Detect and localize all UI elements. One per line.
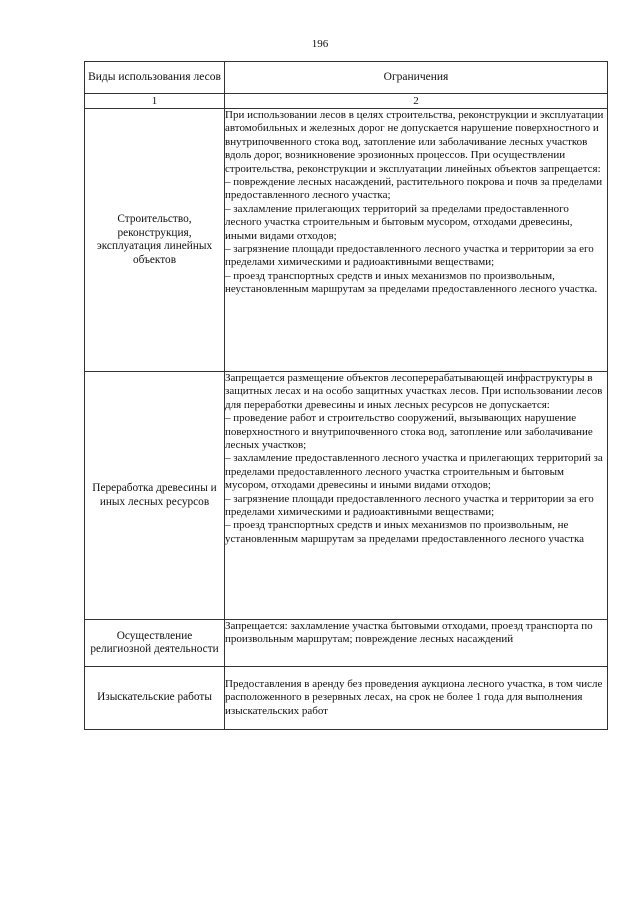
restriction-paragraph: – захламление прилегающих территорий за пределами предоставленного лесного участка строительным и бытовым мусором, отходами древесины, иными видами отходов;: [225, 202, 573, 242]
column-number-1: 1: [85, 94, 225, 109]
restriction-paragraph: – захламление предоставленного лесного участка и прилегающих территорий за пределами предоставленного лесного участка строительным и бытовым мусором, отходами древесины и иными видами отходов;: [225, 452, 603, 492]
restrictions-table: [84, 61, 608, 730]
restriction-cell: [225, 667, 608, 730]
restriction-paragraph: – проезд транспортных средств и иных механизмов по произвольным, неустановленным маршрутам за пределами предоставленного лесного участка.: [225, 269, 598, 296]
restriction-paragraph: Запрещается: захламление участка бытовыми отходами, проезд транспорта по произвольным маршрутам; повреждение лесных насаждений: [225, 620, 593, 646]
restriction-cell: [225, 372, 608, 620]
restriction-paragraph: – проезд транспортных средств и иных механизмов по произвольным, не установленным маршрутам за пределами предоставленного лесного участка: [225, 519, 585, 545]
restriction-paragraph: – повреждение лесных насаждений, растительного покрова и почв за пределами предоставленного лесного участка;: [225, 176, 603, 202]
forest-use-cell: Переработка древесины и иных лесных ресурсов: [85, 372, 225, 620]
header-forest-use: Виды использования лесов: [85, 62, 225, 94]
restriction-cell: [225, 620, 608, 667]
page-number: 196: [311, 38, 329, 50]
header-restrictions: Ограничения: [225, 62, 608, 94]
forest-use-cell: Изыскательские работы: [85, 667, 225, 730]
restriction-cell: [225, 109, 608, 372]
forest-use-cell: Осуществление религиозной деятельности: [85, 620, 225, 667]
restriction-paragraph: – проведение работ и строительство сооружений, вызывающих нарушение поверхностного и внутрипочвенного стока вод, затопление или заболачивание лесных участков;: [225, 412, 593, 452]
column-number-2: 2: [225, 94, 608, 109]
restriction-paragraph: Предоставления в аренду без проведения аукциона лесного участка, в том числе расположенного в резервных лесах, на срок не более 1 года для выполнения изыскательских работ: [225, 677, 603, 717]
restriction-paragraph: Запрещается размещение объектов лесоперерабатывающей инфраструктуры в защитных лесах и на особо защитных участках лесов. При использовании лесов для переработки древесины и иных лесных ресурсов не допускается:: [225, 372, 603, 411]
table-row: [85, 667, 608, 730]
table-row: [85, 372, 608, 620]
restriction-paragraph: – загрязнение площади предоставленного лесного участка и территории за его пределами химическими и радиоактивными веществами;: [225, 492, 594, 519]
table-row: [85, 620, 608, 667]
restriction-paragraph: При использовании лесов в целях строительства, реконструкции и эксплуатации автомобильных и железных дорог не допускается нарушение поверхностного и внутрипочвенного стока вод, затопление или заболачивание лесных участков вдоль дорог, возникновение эрозионных процессов. При осуществлении строительства, реконструкции и эксплуатации линейных объектов запрещается:: [225, 109, 604, 175]
forest-use-cell: Строительство, реконструкция, эксплуатация линейных объектов: [85, 109, 225, 372]
table-row: [85, 109, 608, 372]
restriction-paragraph: – загрязнение площади предоставленного лесного участка и территории за его пределами химическими и радиоактивными веществами;: [225, 243, 594, 269]
table-header-row: [85, 62, 608, 94]
table-number-row: [85, 94, 608, 109]
